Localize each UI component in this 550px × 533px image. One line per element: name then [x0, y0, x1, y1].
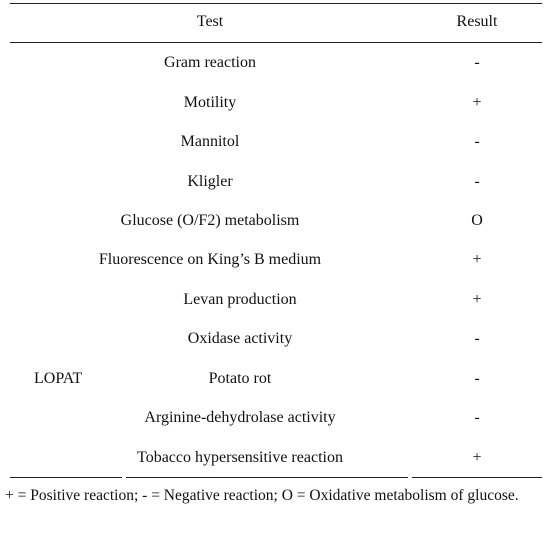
table-row-result: - [474, 409, 480, 426]
table-bottom-rule [412, 477, 542, 478]
table-row-test: Mannitol [180, 133, 240, 150]
table-row-result: - [474, 330, 480, 347]
header-result: Result [456, 13, 498, 30]
table-row-result: - [474, 133, 480, 150]
table-bottom-rule [126, 477, 408, 478]
header-test: Test [196, 13, 224, 30]
table-footnote: + = Positive reaction; - = Negative reaction; O = Oxidative metabolism of glucose. [5, 487, 519, 504]
table-row-test: Levan production [183, 291, 297, 308]
table-row-result: - [474, 370, 480, 387]
table-row-test: Kligler [187, 173, 233, 190]
lopat-group-label: LOPAT [34, 370, 83, 387]
table-row-test: Oxidase activity [187, 330, 293, 347]
table-row-result: + [472, 94, 482, 111]
table-row-result: O [471, 212, 483, 229]
table-row-result: + [472, 291, 482, 308]
table-row-test: Glucose (O/F2) metabolism [120, 212, 300, 229]
table-row-result: - [474, 54, 480, 71]
table-top-rule [10, 3, 542, 4]
table-row-test: Fluorescence on King’s B medium [98, 251, 322, 268]
table-header-rule [10, 42, 542, 43]
table-row-result: + [472, 251, 482, 268]
table-row-test: Motility [183, 94, 237, 111]
table-row-test: Gram reaction [164, 54, 256, 71]
table-row-result: - [474, 173, 480, 190]
table-bottom-rule [10, 477, 122, 478]
table-row-result: + [472, 449, 482, 466]
table-row-test: Potato rot [208, 370, 272, 387]
table-row-test: Arginine-dehydrolase activity [144, 409, 336, 426]
table-row-test: Tobacco hypersensitive reaction [137, 449, 343, 466]
